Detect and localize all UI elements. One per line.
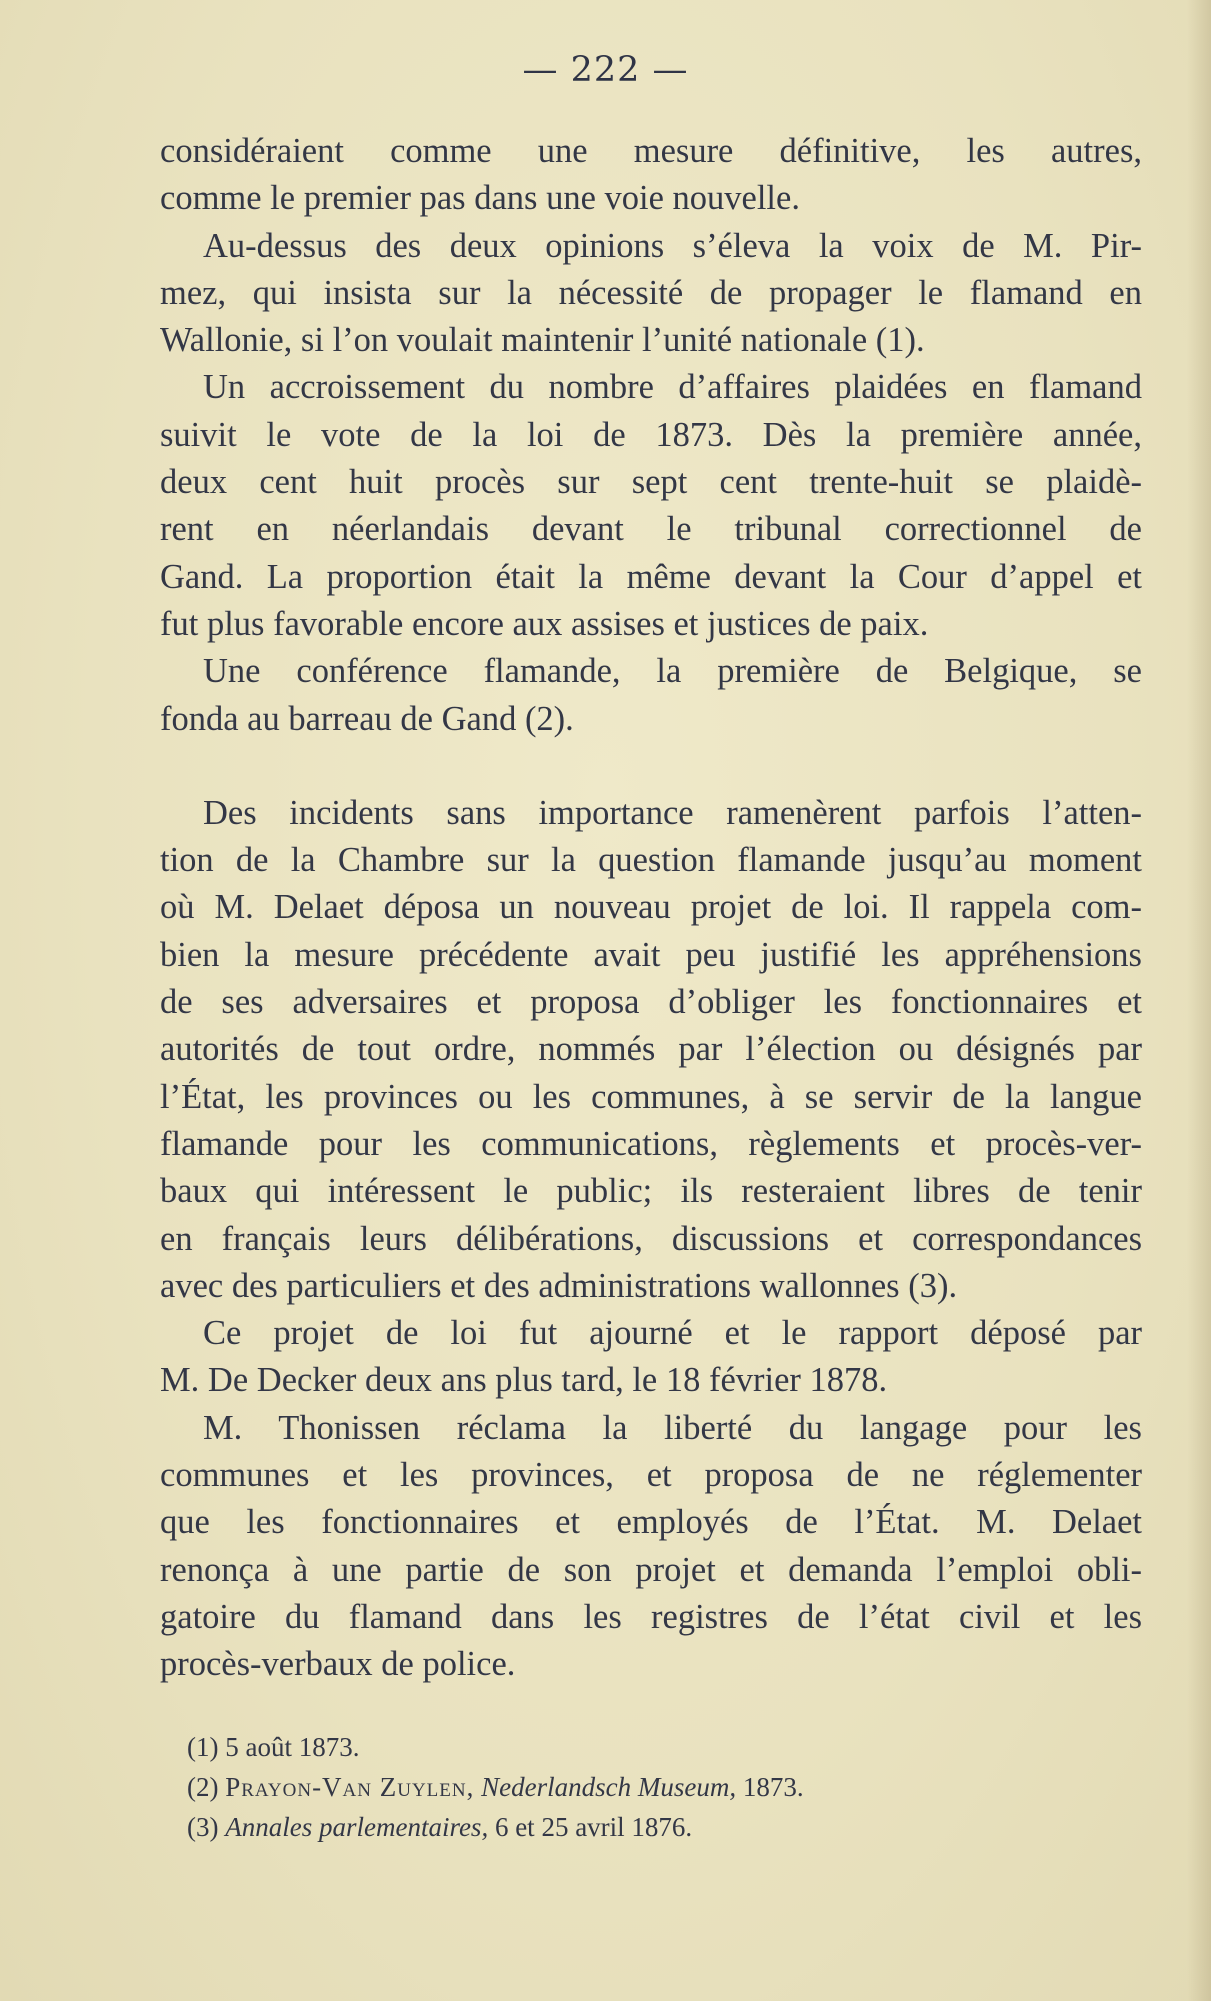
footnotes xyxy=(160,1727,1142,1847)
footnote-author: Prayon-Van Zuylen, xyxy=(225,1772,475,1802)
page-number: — 222 — xyxy=(522,50,689,90)
text-line: avec des particuliers et des administrations wallonnes (3). xyxy=(160,1266,958,1305)
footnote-title: Nederlandsch Museum, xyxy=(481,1772,737,1802)
text-line: mez, qui insista sur la nécessité de propager le flamand en xyxy=(160,273,1142,312)
text-line: autorités de tout ordre, nommés par l’élection ou désignés par xyxy=(160,1030,1142,1069)
text-line: fut plus favorable encore aux assises et justices de paix. xyxy=(160,604,929,643)
footnote-text: 5 août 1873. xyxy=(225,1732,360,1762)
text-line: M. De Decker deux ans plus tard, le 18 février 1878. xyxy=(160,1361,888,1400)
text-line: deux cent huit procès sur sept cent trente-huit se plaidè- xyxy=(160,463,1142,502)
text-line: Gand. La proportion était la même devant la Cour d’appel et xyxy=(160,557,1142,596)
text-line: fonda au barreau de Gand (2). xyxy=(160,699,574,738)
text-line: bien la mesure précédente avait peu justifié les appréhensions xyxy=(160,935,1142,974)
text-line: Des incidents sans importance ramenèrent parfois l’atten- xyxy=(203,793,1142,832)
text-line: flamande pour les communications, règlements et procès-ver- xyxy=(160,1124,1142,1163)
text-line: rent en néerlandais devant le tribunal correctionnel de xyxy=(160,510,1142,549)
text-line: renonça à une partie de son projet et demanda l’emploi obli- xyxy=(160,1550,1142,1589)
text-line: considéraient comme une mesure définitive, les autres, xyxy=(160,132,1142,170)
text-line: baux qui intéressent le public; ils resteraient libres de tenir xyxy=(160,1172,1142,1211)
text-line: comme le premier pas dans une voie nouvelle. xyxy=(160,179,800,218)
text-line: en français leurs délibérations, discussions et correspondances xyxy=(160,1219,1142,1258)
text-line: gatoire du flamand dans les registres de l’état civil et les xyxy=(160,1597,1142,1636)
body-text xyxy=(160,128,1142,1689)
footnote-2 xyxy=(187,1767,1142,1807)
text-line: que les fonctionnaires et employés de l’État. M. Delaet xyxy=(160,1503,1142,1542)
footnote-title: Annales parlementaires, xyxy=(225,1812,489,1842)
footnote-text: 1873. xyxy=(742,1772,804,1802)
section-gap xyxy=(160,743,1142,790)
text-line: communes et les provinces, et proposa de ne réglementer xyxy=(160,1456,1142,1495)
text-line: où M. Delaet déposa un nouveau projet de loi. Il rappela com- xyxy=(160,888,1142,927)
text-line: Une conférence flamande, la première de Belgique, se xyxy=(203,652,1142,691)
text-line: Ce projet de loi fut ajourné et le rapport déposé par xyxy=(203,1314,1142,1353)
footnote-marker: (3) xyxy=(187,1812,219,1842)
footnote-3 xyxy=(187,1807,1142,1847)
text-line: Au-dessus des deux opinions s’éleva la voix de M. Pir- xyxy=(203,226,1142,265)
text-line: tion de la Chambre sur la question flamande jusqu’au moment xyxy=(160,841,1142,880)
text-line: Wallonie, si l’on voulait maintenir l’unité nationale (1). xyxy=(160,321,925,360)
footnote-1 xyxy=(187,1727,1142,1767)
footnote-text: 6 et 25 avril 1876. xyxy=(494,1812,693,1842)
footnote-marker: (2) xyxy=(187,1772,219,1802)
text-line: procès-verbaux de police. xyxy=(160,1645,516,1684)
text-line: suivit le vote de la loi de 1873. Dès la première année, xyxy=(160,415,1142,454)
text-line: de ses adversaires et proposa d’obliger les fonctionnaires et xyxy=(160,983,1142,1022)
footnote-marker: (1) xyxy=(187,1732,219,1762)
text-line: Un accroissement du nombre d’affaires plaidées en flamand xyxy=(203,368,1142,407)
page-edge-shadow xyxy=(1187,0,1211,2001)
text-line: M. Thonissen réclama la liberté du langage pour les xyxy=(203,1408,1142,1447)
text-line: l’État, les provinces ou les communes, à se servir de la langue xyxy=(160,1077,1142,1116)
